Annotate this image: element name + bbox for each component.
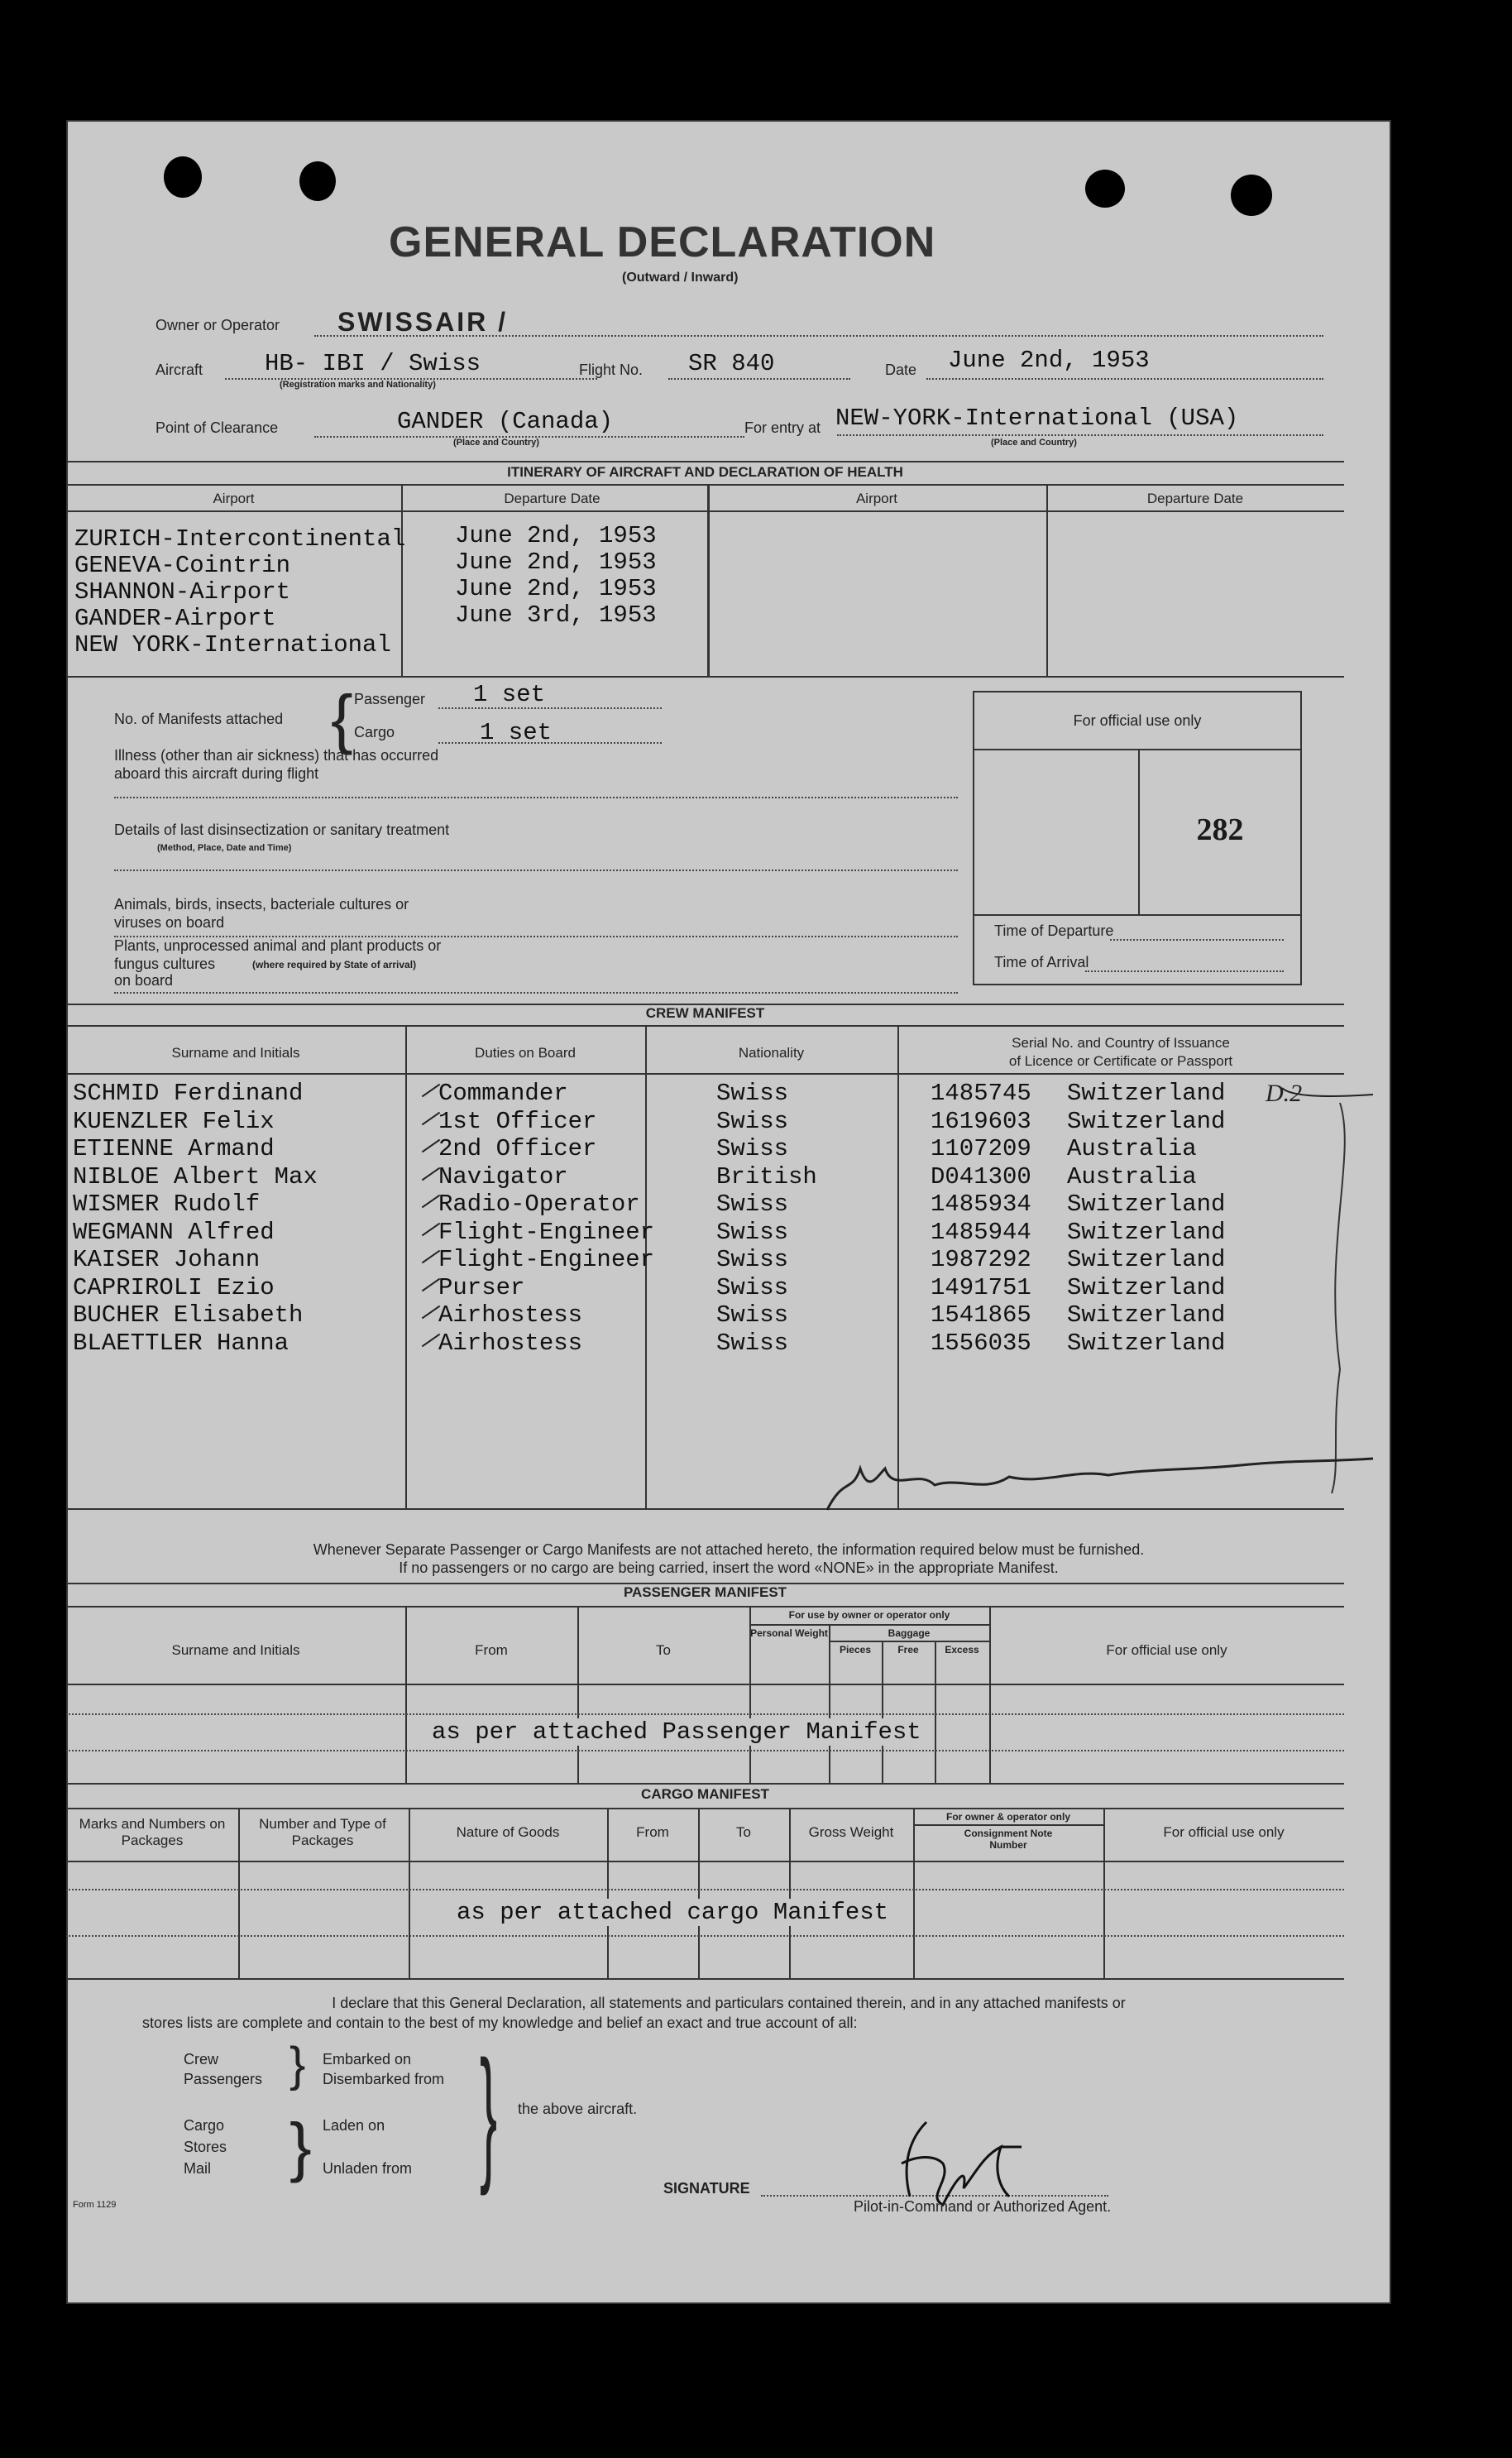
cargo-bottom-line — [66, 1978, 1344, 1980]
illness-line — [114, 797, 958, 798]
notice-line-2: If no passengers or no cargo are being carried, insert the word «NONE» in the appropriate Manifest. — [399, 1560, 1059, 1576]
passenger-divider — [882, 1641, 883, 1783]
cargo-col-owner: For owner & operator only — [945, 1811, 1070, 1823]
passenger-baggage-line — [829, 1641, 989, 1642]
itinerary-divider — [401, 484, 403, 676]
passenger-col-baggage: Baggage — [888, 1627, 931, 1639]
passenger-bottom-line — [66, 1783, 1344, 1785]
entry-note: (Place and Country) — [991, 438, 1077, 448]
cargo-manifest-label: Cargo — [354, 724, 395, 740]
passenger-line — [438, 707, 662, 709]
passenger-col-excess: Excess — [945, 1644, 979, 1655]
itinerary-airport: SHANNON-Airport — [74, 578, 291, 606]
cargo-col-marks: Marks and Numbers on Packages — [79, 1816, 226, 1848]
departure-time-label: Time of Departure — [994, 922, 1114, 939]
crew-nationality: British — [716, 1162, 817, 1191]
crew-name: BLAETTLER Hanna — [73, 1329, 289, 1357]
document-page — [66, 120, 1391, 2304]
passenger-col-line — [66, 1684, 1344, 1685]
passenger-col-weight: Personal Weight — [750, 1627, 828, 1639]
date-line — [926, 378, 1323, 380]
passenger-manifest-value: 1 set — [473, 681, 546, 708]
passenger-heading: PASSENGER MANIFEST — [623, 1584, 787, 1600]
passenger-col-owner: For use by owner or operator only — [788, 1609, 950, 1621]
signatory-label: Pilot-in-Command or Authorized Agent. — [854, 2198, 1112, 2215]
date-label: Date — [885, 362, 917, 378]
cargo-col-weight: Gross Weight — [808, 1824, 894, 1840]
passenger-col-free: Free — [897, 1644, 919, 1655]
crew-country: Switzerland — [1067, 1191, 1226, 1218]
passenger-divider — [749, 1606, 751, 1783]
crew-serial: 1541865 — [931, 1301, 1031, 1329]
itinerary-date: June 2nd, 1953 — [455, 549, 657, 576]
crew-serial: 1485934 — [931, 1191, 1031, 1218]
notice-line-1: Whenever Separate Passenger or Cargo Manifests are not attached hereto, the information required below must be furnished. — [313, 1541, 1145, 1558]
decl-laden: Laden on — [323, 2117, 385, 2134]
itinerary-date: June 3rd, 1953 — [455, 601, 657, 629]
illness-label: Illness (other than air sickness) that has occurred — [114, 747, 439, 764]
disinsect-line — [114, 870, 958, 871]
cargo-line — [438, 742, 662, 744]
crew-divider — [405, 1025, 407, 1508]
crew-country: Switzerland — [1067, 1273, 1226, 1301]
crew-duty: Airhostess — [438, 1329, 583, 1357]
passenger-owner-line — [749, 1624, 989, 1626]
tick-mark-icon — [422, 1195, 440, 1209]
decl-cargo: Cargo — [184, 2117, 225, 2134]
passenger-row-line — [66, 1713, 1344, 1715]
brace-icon: } — [289, 2110, 312, 2183]
cargo-col-to: To — [736, 1824, 751, 1840]
cargo-divider — [789, 1808, 791, 1978]
crew-name: WEGMANN Alfred — [73, 1218, 275, 1246]
cargo-col-line — [66, 1861, 1344, 1862]
itinerary-divider — [707, 484, 710, 676]
passenger-row-line — [66, 1750, 1344, 1751]
cargo-head-line — [66, 1808, 1344, 1809]
plants-label-2: fungus cultures — [114, 956, 216, 972]
crew-head-line — [66, 1025, 1344, 1027]
official-number: 282 — [1196, 812, 1244, 847]
cargo-col-official: For official use only — [1163, 1824, 1285, 1840]
tick-mark-icon — [422, 1111, 440, 1125]
cargo-col-nature: Nature of Goods — [456, 1824, 560, 1840]
crew-nationality: Swiss — [716, 1135, 789, 1162]
decl-aircraft: the above aircraft. — [518, 2101, 638, 2117]
crew-name: BUCHER Elisabeth — [73, 1301, 304, 1329]
crew-nationality: Swiss — [716, 1273, 789, 1301]
crew-col-nationality: Nationality — [738, 1045, 805, 1061]
cargo-divider — [698, 1808, 700, 1978]
punch-hole-icon — [1231, 175, 1272, 216]
crew-name: CAPRIROLI Ezio — [73, 1273, 275, 1301]
crew-heading: CREW MANIFEST — [645, 1005, 765, 1021]
itinerary-airport: NEW YORK-International — [74, 631, 391, 659]
punch-hole-icon — [164, 156, 202, 198]
crew-duty: Commander — [438, 1080, 568, 1107]
crew-nationality: Swiss — [716, 1191, 789, 1218]
itinerary-airport: ZURICH-Intercontinental — [74, 525, 406, 553]
cargo-owner-line — [913, 1824, 1103, 1826]
decl-embarked: Embarked on — [323, 2051, 412, 2067]
declaration-line-1: I declare that this General Declaration, all statements and particulars contained therein, and in any attached manifests or — [332, 1995, 1126, 2011]
cargo-divider — [409, 1808, 410, 1978]
signature-mark — [877, 2106, 1042, 2213]
crew-country: Switzerland — [1067, 1246, 1226, 1273]
crew-duty: Purser — [438, 1273, 525, 1301]
entry-line — [837, 434, 1323, 436]
cargo-divider — [238, 1808, 240, 1978]
cargo-manifest-entry: as per attached cargo Manifest — [448, 1899, 897, 1926]
crew-serial: 1485745 — [931, 1080, 1031, 1107]
decl-stores: Stores — [184, 2139, 227, 2155]
crew-serial: 1987292 — [931, 1246, 1031, 1273]
crew-nationality: Swiss — [716, 1080, 789, 1107]
cargo-row-line — [66, 1935, 1344, 1937]
passenger-divider — [829, 1624, 830, 1783]
itinerary-date: June 2nd, 1953 — [455, 575, 657, 602]
document-title: GENERAL DECLARATION — [389, 218, 936, 266]
illness-label-2: aboard this aircraft during flight — [114, 765, 319, 782]
brace-icon: } — [480, 2030, 498, 2197]
crew-serial: 1107209 — [931, 1135, 1031, 1162]
crew-name: KUENZLER Felix — [73, 1107, 275, 1135]
aircraft-label: Aircraft — [156, 362, 203, 378]
passenger-col-from: From — [475, 1642, 508, 1658]
crew-country: Switzerland — [1067, 1107, 1226, 1135]
cargo-col-number: Number and Type of Packages — [259, 1816, 386, 1848]
itinerary-airport: GANDER-Airport — [74, 605, 276, 632]
crew-country: Switzerland — [1067, 1329, 1226, 1357]
aircraft-note: (Registration marks and Nationality) — [280, 380, 436, 390]
flight-value: SR 840 — [688, 350, 775, 377]
manifests-label: No. of Manifests attached — [114, 711, 284, 727]
cargo-col-from: From — [636, 1824, 669, 1840]
passenger-divider — [989, 1606, 991, 1783]
crew-handwriting-mark — [794, 1080, 1406, 1526]
aircraft-value: HB- IBI / Swiss — [265, 350, 481, 377]
crew-nationality: Swiss — [716, 1246, 789, 1273]
itinerary-col-date-2: Departure Date — [1146, 491, 1244, 506]
crew-duty: 1st Officer — [438, 1107, 597, 1135]
owner-value: SWISSAIR / — [337, 307, 509, 337]
clearance-value: GANDER (Canada) — [397, 408, 614, 435]
crew-serial: 1485944 — [931, 1218, 1031, 1246]
declaration-line-2: stores lists are complete and contain to the best of my knowledge and belief an exact and true account of all: — [142, 2015, 858, 2031]
itinerary-date: June 2nd, 1953 — [455, 522, 657, 549]
departure-time-line — [1110, 939, 1284, 941]
itinerary-top-line — [66, 461, 1344, 462]
brace-icon: } — [289, 2038, 306, 2091]
crew-duty: Radio-Operator — [438, 1191, 640, 1218]
crew-col-name: Surname and Initials — [171, 1045, 300, 1061]
crew-country: Australia — [1067, 1162, 1197, 1191]
passenger-divider — [577, 1606, 579, 1783]
crew-duty: Flight-Engineer — [438, 1246, 655, 1273]
crew-serial: 1619603 — [931, 1107, 1031, 1135]
crew-name: KAISER Johann — [73, 1246, 261, 1273]
document-subtitle: (Outward / Inward) — [622, 271, 739, 285]
clearance-label: Point of Clearance — [156, 419, 279, 436]
itinerary-airport: GENEVA-Cointrin — [74, 552, 291, 579]
passenger-manifest-entry: as per attached Passenger Manifest — [423, 1718, 930, 1746]
tick-mark-icon — [422, 1167, 440, 1181]
crew-country: Switzerland — [1067, 1218, 1226, 1246]
crew-duty: Navigator — [438, 1162, 568, 1191]
punch-hole-icon — [1085, 170, 1125, 208]
passenger-col-pieces: Pieces — [839, 1644, 872, 1655]
passenger-divider — [935, 1641, 936, 1783]
itinerary-col-line — [66, 510, 1344, 512]
itinerary-col-airport: Airport — [213, 491, 255, 506]
official-box-line — [974, 914, 1300, 916]
cargo-manifest-value: 1 set — [480, 719, 553, 746]
crew-col-line — [66, 1073, 1344, 1075]
cargo-divider — [607, 1808, 609, 1978]
decl-disembarked: Disembarked from — [323, 2071, 445, 2087]
arrival-time-line — [1085, 970, 1284, 972]
signature-label: SIGNATURE — [663, 2180, 750, 2197]
crew-duty: Flight-Engineer — [438, 1218, 655, 1246]
margin-note: D.2 — [1266, 1080, 1303, 1107]
cargo-divider — [913, 1808, 915, 1978]
arrival-time-label: Time of Arrival — [994, 954, 1089, 970]
tick-mark-icon — [422, 1250, 440, 1264]
itinerary-col-date: Departure Date — [504, 491, 600, 506]
crew-country: Switzerland — [1067, 1080, 1226, 1107]
itinerary-head-line — [66, 484, 1344, 486]
crew-name: ETIENNE Armand — [73, 1135, 275, 1162]
itinerary-bottom-line — [66, 676, 1344, 678]
passenger-col-to: To — [656, 1642, 671, 1658]
owner-label: Owner or Operator — [156, 317, 280, 333]
crew-country: Australia — [1067, 1135, 1197, 1162]
crew-nationality: Swiss — [716, 1218, 789, 1246]
decl-passengers: Passengers — [184, 2071, 263, 2087]
crew-col-duty: Duties on Board — [475, 1045, 576, 1061]
itinerary-divider — [1046, 484, 1048, 676]
tick-mark-icon — [422, 1306, 440, 1320]
decl-crew: Crew — [184, 2051, 219, 2067]
crew-name: NIBLOE Albert Max — [73, 1162, 318, 1191]
crew-nationality: Swiss — [716, 1301, 789, 1329]
owner-line — [314, 335, 1323, 337]
passenger-col-name: Surname and Initials — [171, 1642, 300, 1658]
disinsect-label: Details of last disinsectization or sanitary treatment — [114, 822, 450, 838]
brace-icon: { — [331, 682, 353, 755]
crew-col-serial-2: of Licence or Certificate or Passport — [1008, 1053, 1233, 1069]
itinerary-col-airport-2: Airport — [855, 491, 898, 506]
entry-label: For entry at — [744, 419, 821, 436]
crew-nationality: Swiss — [716, 1107, 789, 1135]
tick-mark-icon — [422, 1084, 440, 1098]
cargo-col-consign: Consignment Note Number — [964, 1828, 1053, 1851]
decl-unladen: Unladen from — [323, 2160, 413, 2177]
crew-serial: D041300 — [931, 1162, 1031, 1191]
crew-serial: 1556035 — [931, 1329, 1031, 1357]
plants-label: Plants, unprocessed animal and plant products or — [114, 937, 442, 954]
tick-mark-icon — [422, 1222, 440, 1236]
passenger-manifest-label: Passenger — [354, 691, 426, 707]
clearance-note: (Place and Country) — [453, 438, 539, 448]
official-use-title: For official use only — [1073, 712, 1202, 729]
plants-line — [114, 992, 958, 994]
disinsect-note: (Method, Place, Date and Time) — [157, 843, 292, 853]
crew-name: SCHMID Ferdinand — [73, 1080, 304, 1107]
passenger-col-official: For official use only — [1106, 1642, 1227, 1658]
crew-duty: 2nd Officer — [438, 1135, 597, 1162]
tick-mark-icon — [422, 1333, 440, 1347]
passenger-head-line — [66, 1606, 1344, 1608]
form-number: Form 1129 — [73, 2200, 117, 2210]
crew-nationality: Swiss — [716, 1329, 789, 1357]
crew-col-serial: Serial No. and Country of Issuance — [1012, 1035, 1230, 1051]
crew-serial: 1491751 — [931, 1273, 1031, 1301]
official-box-divider — [1138, 749, 1140, 914]
punch-hole-icon — [299, 161, 336, 201]
crew-duty: Airhostess — [438, 1301, 583, 1329]
passenger-divider — [405, 1606, 407, 1783]
cargo-row-line — [66, 1889, 1344, 1890]
tick-mark-icon — [422, 1277, 440, 1291]
crew-country: Switzerland — [1067, 1301, 1226, 1329]
entry-value: NEW-YORK-International (USA) — [835, 405, 1239, 432]
animals-label: Animals, birds, insects, bacteriale cultures or — [114, 896, 409, 913]
plants-label-3: on board — [114, 972, 174, 989]
cargo-heading: CARGO MANIFEST — [641, 1786, 769, 1802]
decl-mail: Mail — [184, 2160, 212, 2177]
crew-name: WISMER Rudolf — [73, 1191, 261, 1218]
date-value: June 2nd, 1953 — [948, 347, 1150, 374]
flight-line — [668, 378, 850, 380]
official-box-line — [974, 749, 1300, 750]
tick-mark-icon — [422, 1139, 440, 1153]
plants-note: (where required by State of arrival) — [252, 959, 417, 970]
flight-label: Flight No. — [579, 362, 644, 378]
cargo-divider — [1103, 1808, 1105, 1978]
itinerary-heading: ITINERARY OF AIRCRAFT AND DECLARATION OF HEALTH — [507, 464, 903, 480]
animals-label-2: viruses on board — [114, 914, 225, 931]
